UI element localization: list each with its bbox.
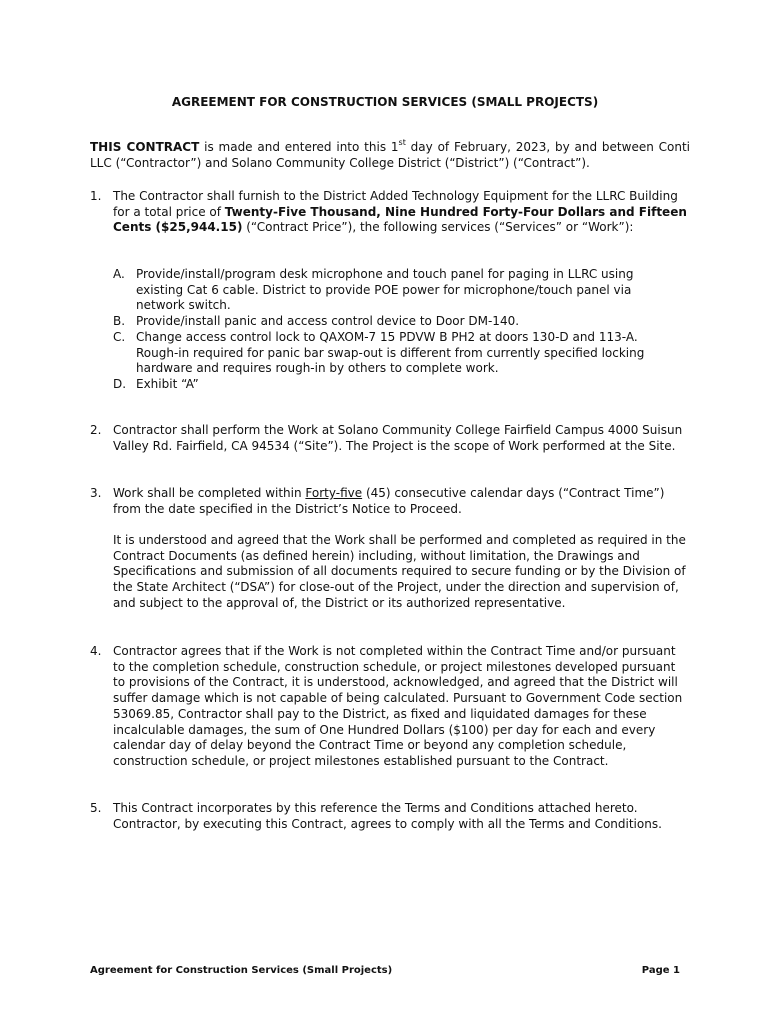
clause-text (113, 189, 690, 236)
intro-paragraph (90, 139, 690, 171)
contract-time-words: Forty-five (305, 486, 363, 500)
service-text: Exhibit “A” (136, 376, 199, 391)
clause-text: This Contract incorporates by this reference the Terms and Conditions attached hereto. Contractor, by executing this Contract, agrees to comply with all the Terms and Conditions. (113, 801, 662, 831)
clause-number: 4. (90, 644, 102, 658)
clause-1-text-b: (“Contract Price”), the following services (“Services” or “Work”): (242, 220, 634, 235)
clause-2 (90, 423, 690, 454)
service-label: A. (113, 267, 125, 281)
clause-1-text-a: The Contractor shall furnish to the District Added Technology Equipment for the LLRC Building for a total price of (113, 189, 678, 219)
page-number: Page 1 (641, 965, 680, 976)
service-label: B. (113, 314, 126, 329)
clause-3 (90, 486, 690, 517)
service-item (113, 330, 673, 377)
clause-number: 5. (90, 801, 102, 815)
document-title: AGREEMENT FOR CONSTRUCTION SERVICES (SMALL PROJECTS) (171, 95, 599, 109)
service-text: Provide/install/program desk microphone and touch panel for paging in LLRC using existing Cat 6 cable. District to provide POE power for microphone/touch panel via network switch. (136, 267, 634, 313)
clause-1 (90, 189, 690, 236)
clause-3-text-a: Work shall be completed within (113, 486, 306, 500)
services-list (113, 267, 673, 393)
service-text: Change access control lock to QAXOM-7 15 PDVW B PH2 at doors 130-D and 113-A. Rough-in required for panic bar swap-out is different from currently specified locking hardware and requires rough-in by others to complete work. (136, 329, 645, 376)
clause-number: 3. (90, 486, 102, 500)
clause-3-paragraph: It is understood and agreed that the Work shall be performed and completed as required in the Contract Documents (as defined herein) including, without limitation, the Drawings and Specifications and submission of all documents required to secure funding or by the Division of the State Architect (“DSA”) for close-out of the Project, under the direction and supervision of, and subject to the approval of, the District or its authorized representative. (113, 533, 686, 610)
clause-text: Contractor shall perform the Work at Solano Community College Fairfield Campus 4000 Suisun Valley Rd. Fairfield, CA 94534 (“Site”). The Project is the scope of Work performed at the Site. (113, 423, 683, 453)
clause-text (113, 486, 690, 517)
service-label: D. (113, 376, 127, 391)
clause-number: 1. (90, 189, 102, 203)
service-text: Provide/install panic and access control device to Door DM-140. (136, 314, 520, 329)
intro-text-2: day of February, 2023, by and between Conti LLC (“Contractor”) and Solano Community College District (“District”) (“Contract”). (90, 140, 690, 170)
intro-lead: THIS CONTRACT (90, 140, 200, 154)
clause-5 (90, 801, 690, 832)
intro-text-1: is made and entered into this 1 (199, 140, 399, 154)
footer-title: Agreement for Construction Services (Small Projects) (90, 965, 393, 976)
clause-text: Contractor agrees that if the Work is not completed within the Contract Time and/or pursuant to the completion schedule, construction schedule, or project milestones developed pursuant to provisions of the Contract, it is understood, acknowledged, and agreed that the District will suffer damage which is not capable of being calculated. Pursuant to Government Code section 53069.85, Contractor shall pay to the District, as fixed and liquidated damages for these incalculable damages, the sum of One Hundred Dollars ($100) per day for each and every calendar day of delay beyond the Contract Time or beyond any completion schedule, construction schedule, or project milestones established pursuant to the Contract. (113, 644, 683, 768)
service-item (113, 377, 673, 393)
intro-ordinal: st (398, 138, 406, 147)
clause-3-text-b: (45) consecutive calendar days (“Contract Time”) from the date specified in the District’s Notice to Proceed. (113, 486, 665, 516)
service-label: C. (113, 329, 126, 344)
clause-number: 2. (90, 423, 102, 437)
service-item (113, 314, 673, 330)
service-item (113, 267, 673, 314)
clause-4 (90, 644, 690, 770)
contract-price: Twenty-Five Thousand, Nine Hundred Forty-Four Dollars and Fifteen Cents ($25,944.15) (113, 204, 687, 235)
